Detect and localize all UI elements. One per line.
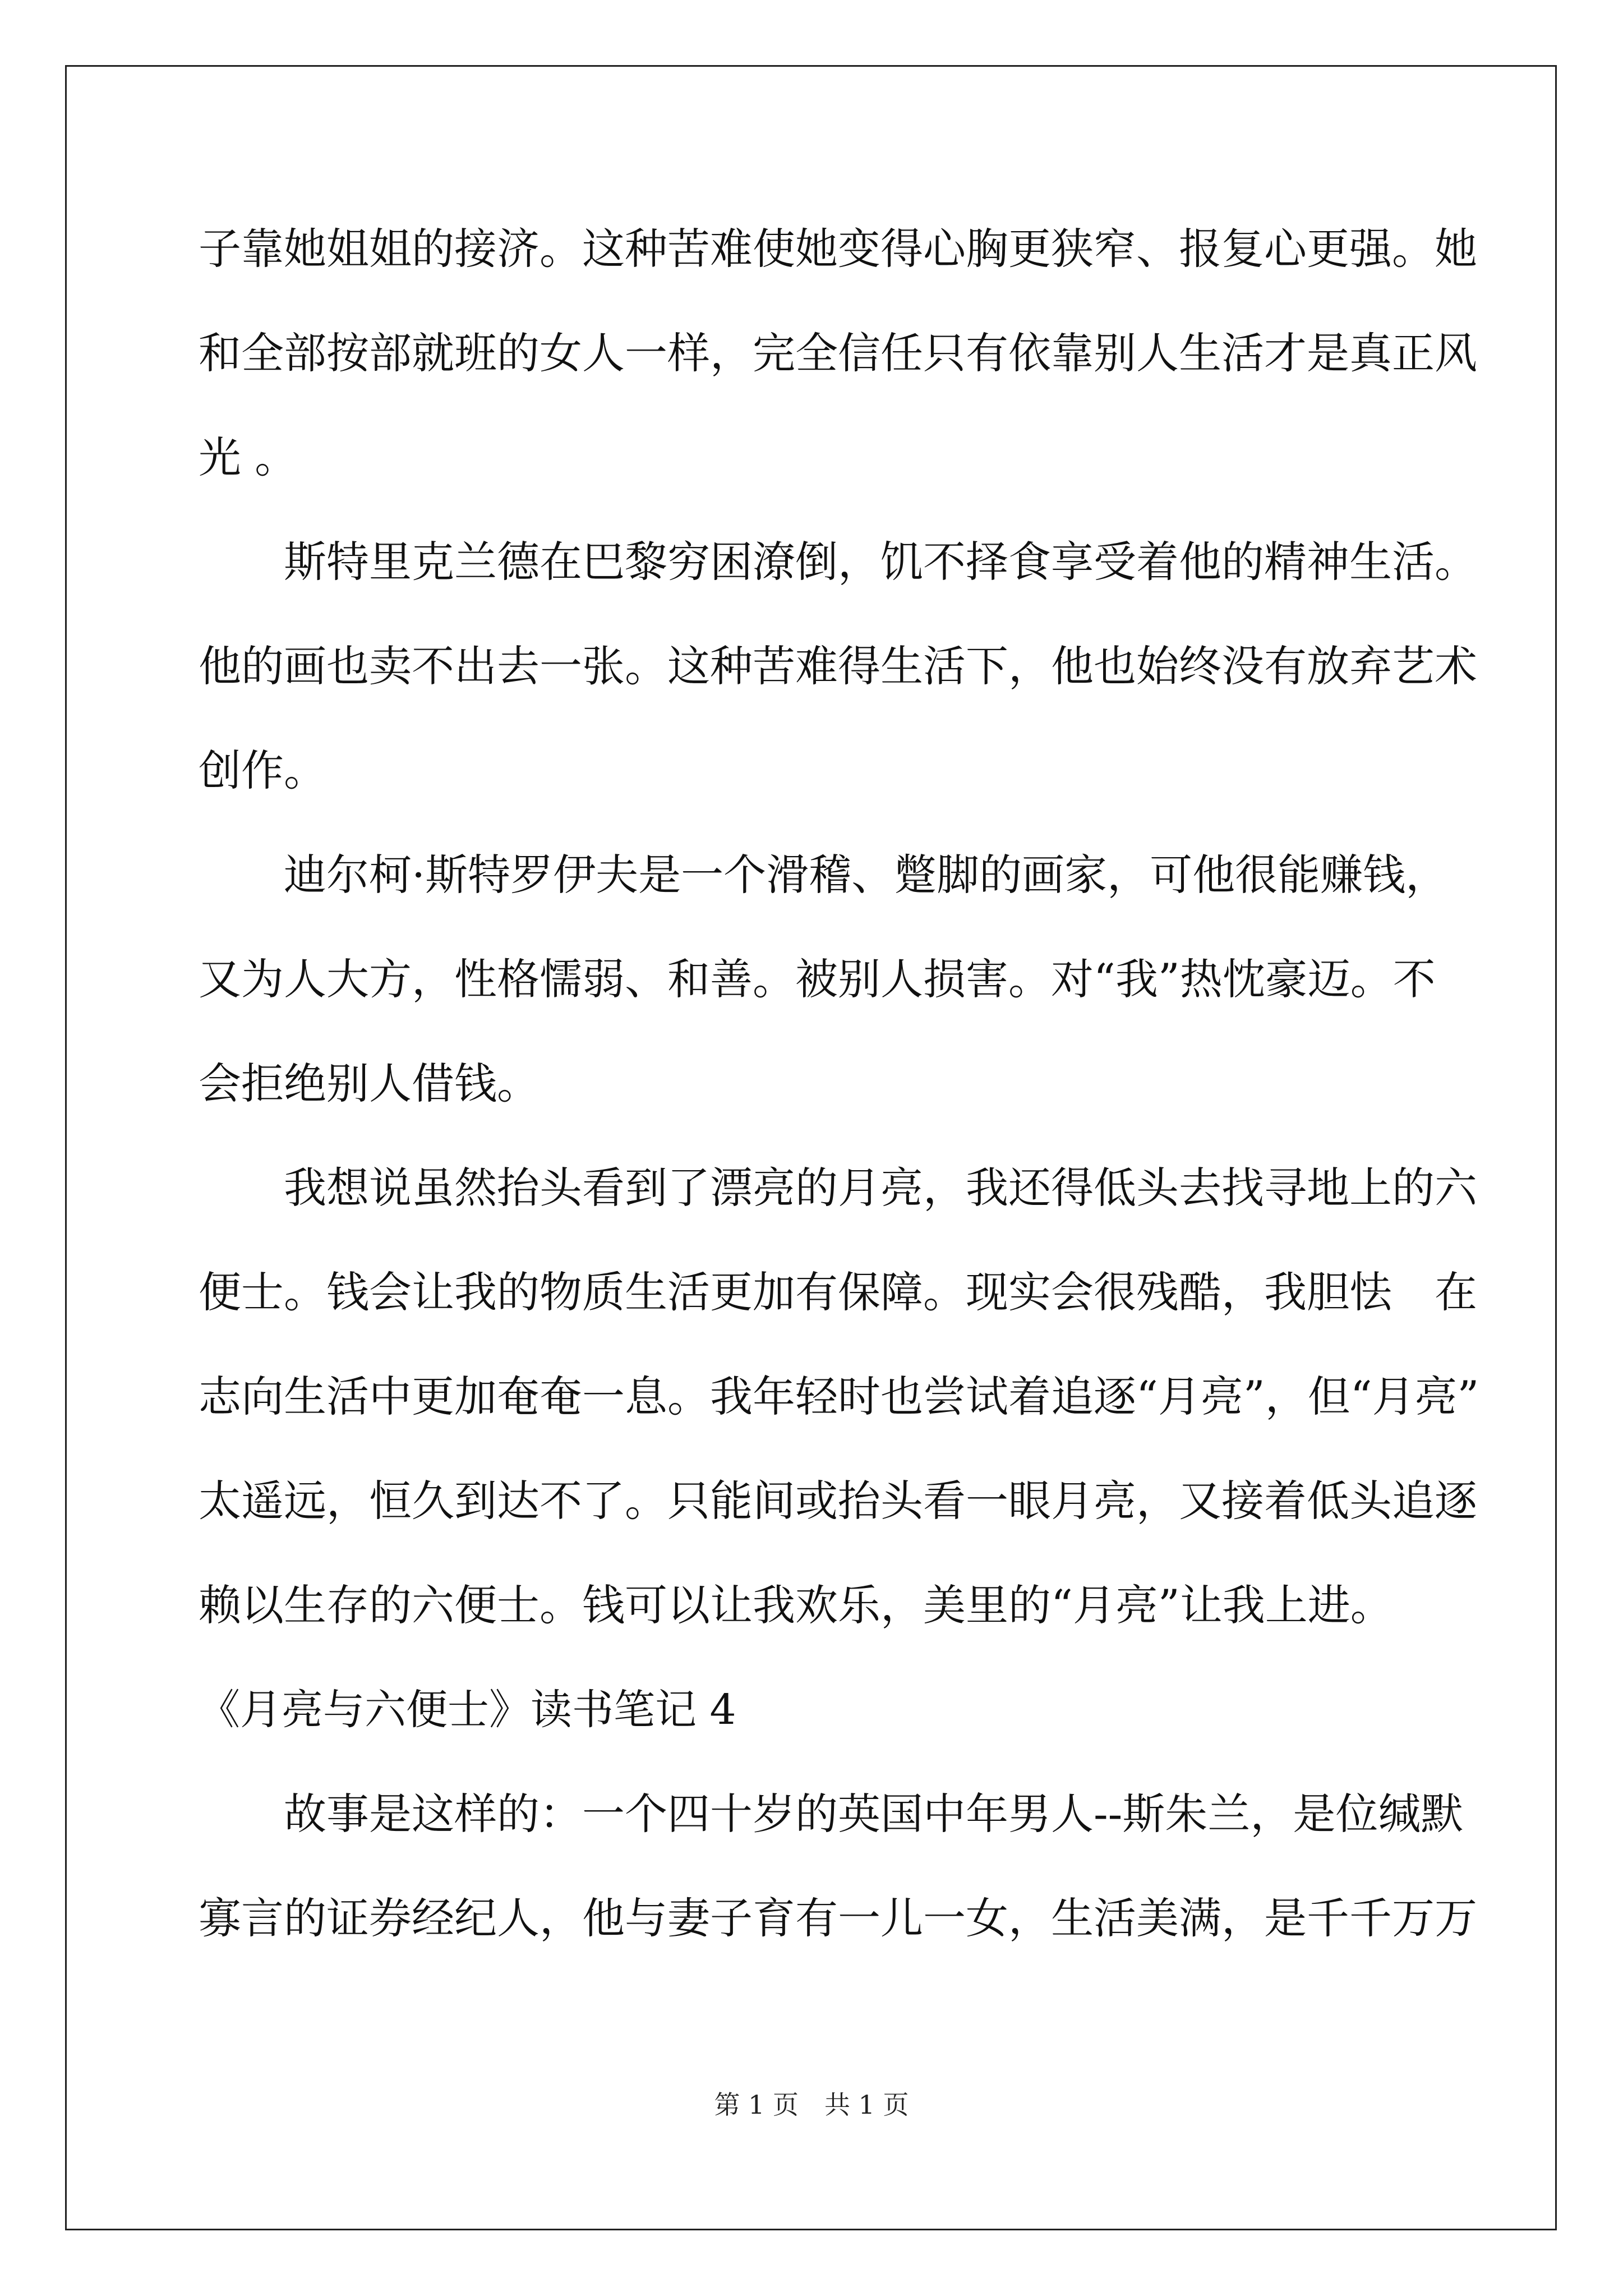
text-line: 创作。 — [199, 746, 326, 795]
text-line: 会拒绝别人借钱。 — [199, 1059, 540, 1108]
text-line: 又为人大方，性格懦弱、和善。被别人损害。对“我”热忱豪迈。不 — [199, 954, 1436, 1004]
text-line: 便士。钱会让我的物质生活更加有保障。现实会很残酷，我胆怯 在 — [199, 1267, 1477, 1317]
text-line: 他的画也卖不出去一张。这种苦难得生活下，他也始终没有放弃艺术 — [199, 641, 1477, 691]
text-line: 寡言的证券经纪人，他与妻子育有一儿一女，生活美满，是千千万万 — [199, 1893, 1477, 1943]
page-number: 第 1 页 — [714, 2090, 799, 2120]
paragraph-start-line: 斯特里克兰德在巴黎穷困潦倒，饥不择食享受着他的精神生活。 — [199, 537, 1477, 587]
text-line: 子靠她姐姐的接济。这种苦难使她变得心胸更狭窄、报复心更强。她 — [199, 224, 1477, 274]
paragraph-start-line: 迪尔柯·斯特罗伊夫是一个滑稽、蹩脚的画家，可他很能赚钱， — [199, 850, 1449, 900]
text-line: 志向生活中更加奄奄一息。我年轻时也尝试着追逐“月亮”，但“月亮” — [199, 1372, 1479, 1421]
page-total: 共 1 页 — [824, 2090, 909, 2120]
section-heading: 《月亮与六便士》读书笔记 4 — [199, 1686, 736, 1734]
page-footer — [0, 2085, 1623, 2122]
text-line: 赖以生存的六便士。钱可以让我欢乐，美里的“月亮”让我上进。 — [199, 1580, 1393, 1630]
text-line: 光 。 — [199, 432, 298, 482]
text-line: 太遥远，恒久到达不了。只能间或抬头看一眼月亮，又接着低头追逐 — [199, 1476, 1477, 1526]
paragraph-start-line: 故事是这样的：一个四十岁的英国中年男人--斯朱兰，是位缄默 — [199, 1789, 1464, 1839]
paragraph-start-line: 我想说虽然抬头看到了漂亮的月亮，我还得低头去找寻地上的六 — [199, 1163, 1477, 1213]
text-line: 和全部按部就班的女人一样，完全信任只有依靠别人生活才是真正风 — [199, 328, 1477, 378]
